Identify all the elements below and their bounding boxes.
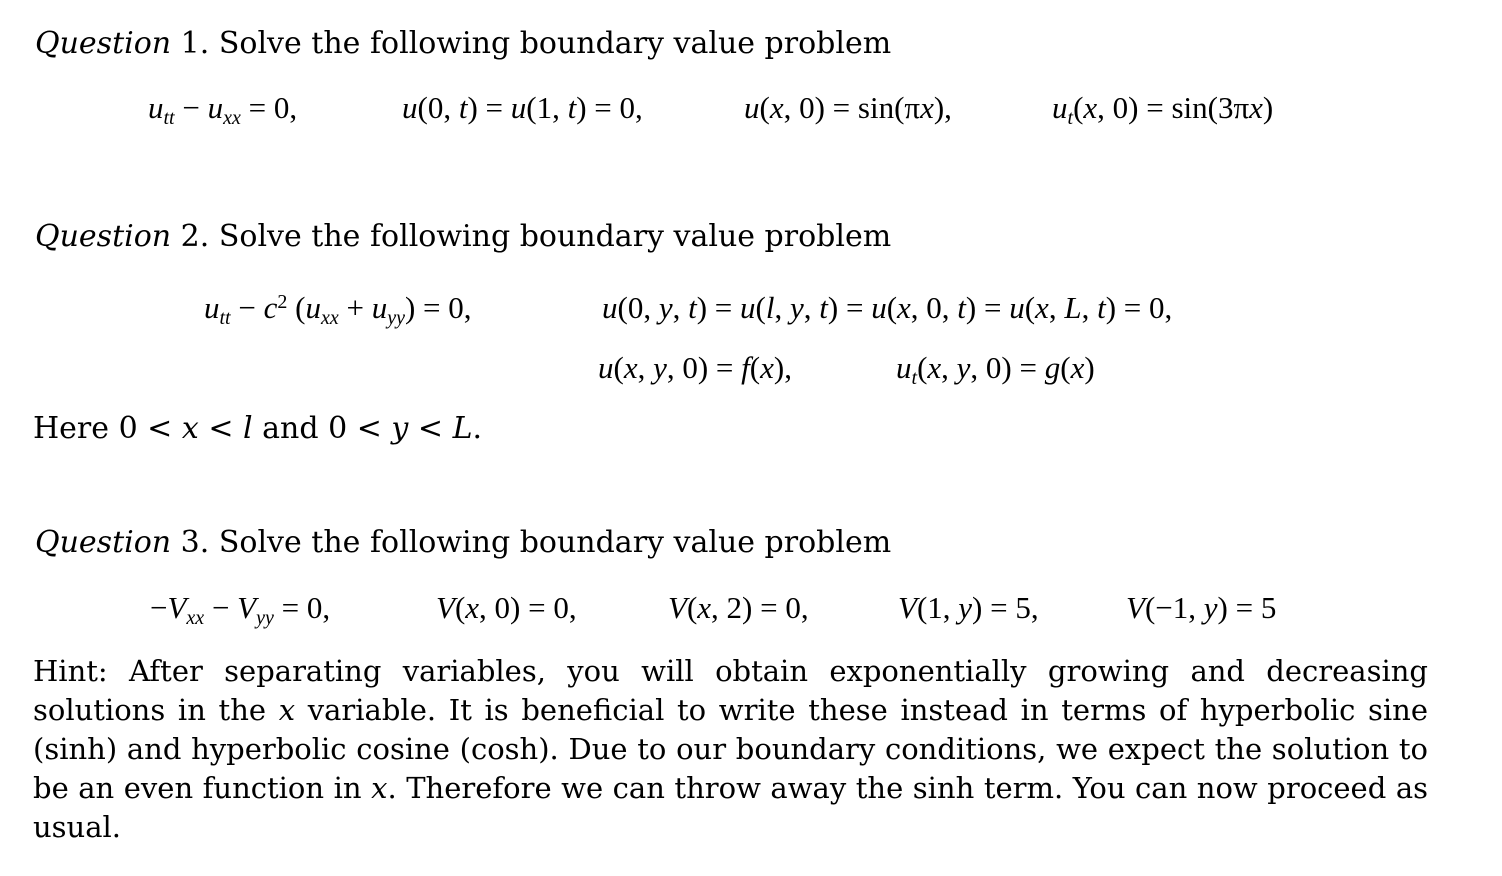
q2-eq-initial-position: u(x, y, 0) = f(x), <box>598 350 792 385</box>
question-3-number: 3. <box>180 525 210 560</box>
question-3-prompt: Solve the following boundary value problem <box>218 525 892 560</box>
q3-eq-bc-top: V(x, 2) = 0, <box>668 590 809 625</box>
q2-domain-note <box>33 411 482 447</box>
question-1-prompt: Solve the following boundary value problem <box>218 26 892 61</box>
question-1-label: Question <box>35 26 172 61</box>
q1-eq-pde: $u_{tt} - u_{xx} = 0$, <box>148 90 298 129</box>
question-2-number: 2. <box>180 219 210 254</box>
hint-paragraph: Hint: After separating variables, you will obtain exponentially growing and decreasing solutions in the x variable. It is beneficial to write these instead in terms of hyperbolic sine (sinh) and hyperbolic cosine (cosh). Due to our boundary conditions, we expect the solution to be an even function in x. Therefore we can throw away the sinh term. You can now proceed as usual. <box>33 654 1429 844</box>
q1-eq-boundary: u(0, t) = u(1, t) = 0, <box>402 90 643 125</box>
q3-eq-bc-right: V(1, y) = 5, <box>898 590 1039 625</box>
q2-eq-initial-velocity: $u_t(x$, y, 0) = g(x) <box>896 350 1095 389</box>
question-1-heading <box>35 26 891 62</box>
q2-note-prefix: Here <box>33 411 110 446</box>
question-2-label: Question <box>35 219 172 254</box>
q2-eq-boundary: u(0, y, t) = u(l, y, t) = u(x, 0, t) = u(x, L, t) = 0, <box>602 290 1173 325</box>
q2-eq-pde: $u_{tt} - c^2$ $(u_{xx} + u_{yy}) = 0$, <box>204 290 472 329</box>
q3-eq-pde: $-V_{xx} - V_{yy} = 0$, <box>150 590 331 629</box>
question-3-heading <box>35 525 891 561</box>
q3-eq-bc-bottom: V(x, 0) = 0, <box>436 590 577 625</box>
q1-eq-initial-position: u(x, 0) = sin(πx), <box>744 90 952 125</box>
q1-eq-initial-velocity: $u_t(x$, 0) = sin(3πx) <box>1052 90 1274 129</box>
question-3-label: Question <box>35 525 172 560</box>
question-2-prompt: Solve the following boundary value problem <box>218 219 892 254</box>
q3-eq-bc-left: V(−1, y) = 5 <box>1126 590 1277 625</box>
question-1-number: 1. <box>180 26 210 61</box>
question-2-heading <box>35 219 891 255</box>
q2-note-text: 0 < x < l and 0 < y < L. <box>118 411 483 446</box>
